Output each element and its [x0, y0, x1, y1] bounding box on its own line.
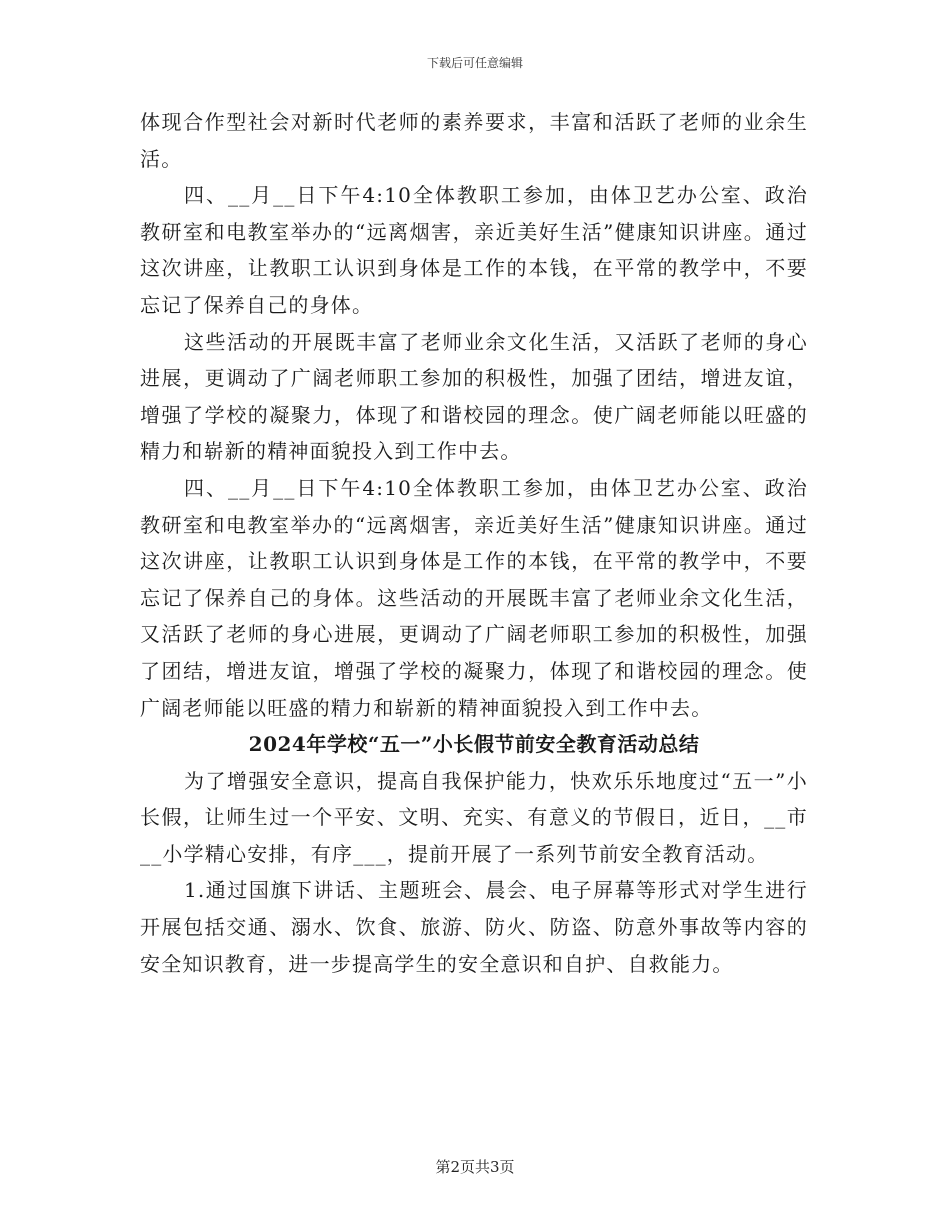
- page-header-note: 下载后可任意编辑: [426, 56, 523, 70]
- paragraph-safety-intro: 为了增强安全意识，提高自我保护能力，快欢乐乐地度过“五一”小长假，让师生过一个平安、文明、充实、有意义的节假日，近日，__市__小学精心安排，有序___，提前开展了一系列节前安全教育活动。: [140, 768, 808, 866]
- paragraph-lecture: 四、__月__日下午4:10全体教职工参加，由体卫艺办公室、政治教研室和电教室举办的“远离烟害，亲近美好生活”健康知识讲座。通过这次讲座，让教职工认识到身体是工作的本钱，在平常的教学中，不要忘记了保养自己的身体。: [140, 183, 808, 317]
- paragraph-lecture-repeat: 四、__月__日下午4:10全体教职工参加，由体卫艺办公室、政治教研室和电教室举办的“远离烟害，亲近美好生活”健康知识讲座。通过这次讲座，让教职工认识到身体是工作的本钱，在平常的教学中，不要忘记了保养自己的身体。这些活动的开展既丰富了老师业余文化生活，又活跃了老师的身心进展，更调动了广阔老师职工参加的积极性，加强了团结，增进友谊，增强了学校的凝聚力，体现了和谐校园的理念。使广阔老师能以旺盛的精力和崭新的精神面貌投入到工作中去。: [140, 475, 808, 720]
- paragraph-activities-summary: 这些活动的开展既丰富了老师业余文化生活，又活跃了老师的身心进展，更调动了广阔老师职工参加的积极性，加强了团结，增进友谊，增强了学校的凝聚力，体现了和谐校园的理念。使广阔老师能以旺盛的精力和崭新的精神面貌投入到工作中去。: [140, 329, 808, 464]
- paragraph-safety-item-1: 1.通过国旗下讲话、主题班会、晨会、电子屏幕等形式对学生进行开展包括交通、溺水、饮食、旅游、防火、防盗、防意外事故等内容的安全知识教育，进一步提高学生的安全意识和自护、自救能力。: [140, 878, 808, 976]
- page-number: 第2页共3页: [435, 1158, 515, 1176]
- section-title: 2024年学校“五一”小长假节前安全教育活动总结: [248, 732, 700, 757]
- paragraph-continued: 体现合作型社会对新时代老师的素养要求，丰富和活跃了老师的业余生活。: [140, 110, 808, 171]
- document-body: [140, 104, 808, 982]
